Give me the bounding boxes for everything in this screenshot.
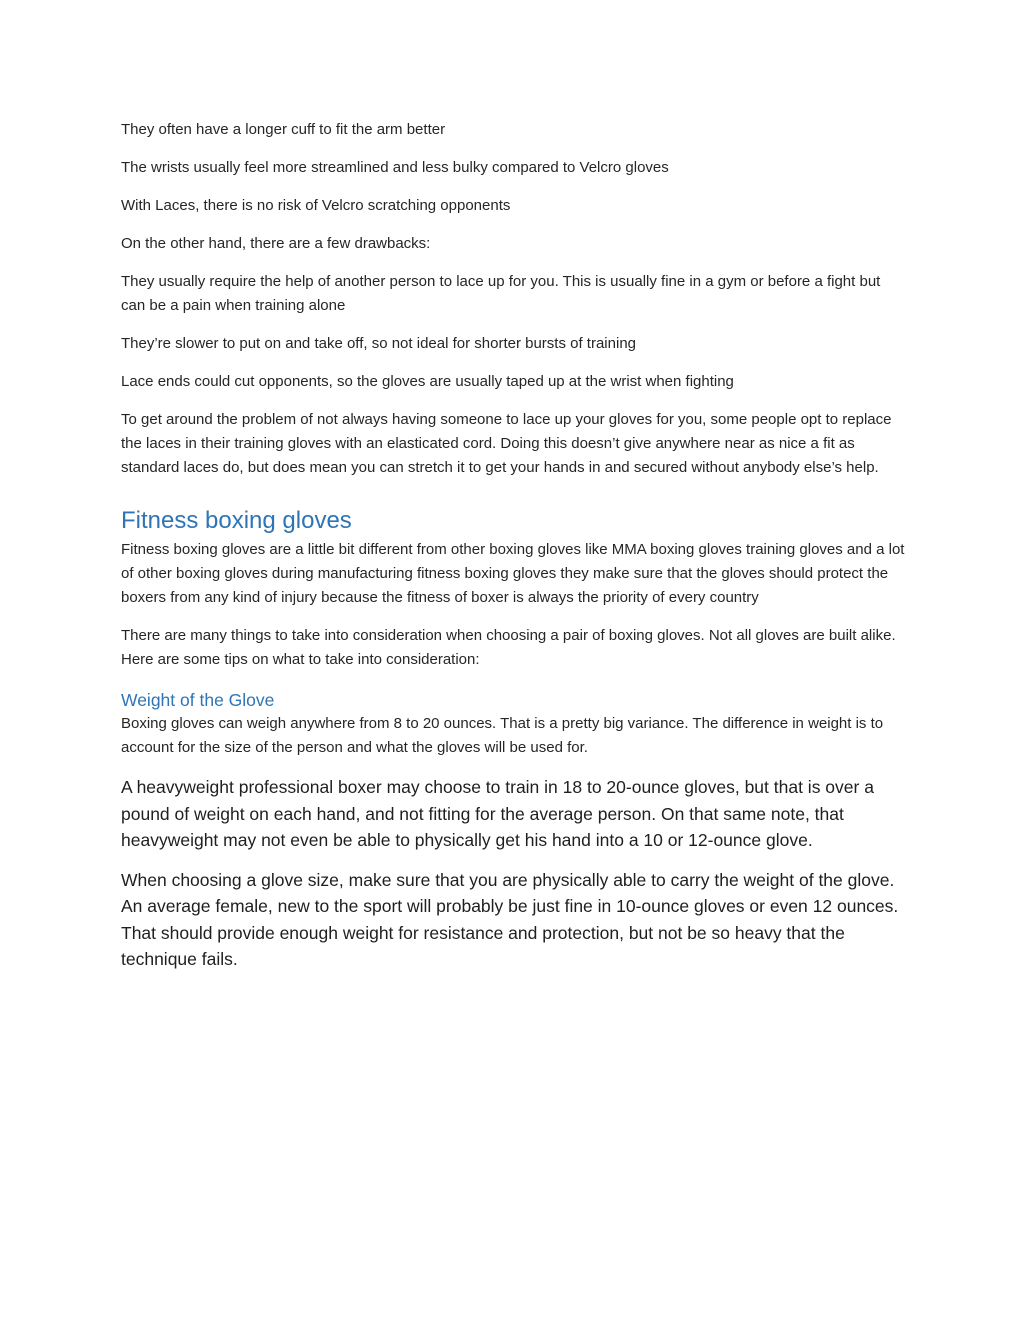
paragraph-laces-no-risk: With Laces, there is no risk of Velcro scratching opponents	[121, 197, 511, 214]
document-page	[121, 118, 907, 986]
paragraph-elasticated-cord: To get around the problem of not always having someone to lace up your gloves for you, some people opt to replace the laces in their training gloves with an elasticated cord. Doing this doesn’t give anywhere near as nice a fit as standard laces do, but does mean you can stretch it to get your hands in and secured without anybody else’s help.	[121, 411, 892, 476]
paragraph-drawbacks-intro: On the other hand, there are a few drawbacks:	[121, 235, 431, 252]
paragraph-help-required: They usually require the help of another person to lace up for you. This is usually fine in a gym or before a fight but can be a pain when training alone	[121, 273, 881, 314]
paragraph-choosing-size: When choosing a glove size, make sure that you are physically able to carry the weight of the glove. An average female, new to the sport will probably be just fine in 10-ounce gloves or even 12 ounces. That should provide enough weight for resistance and protection, but not be so heavy that the technique fails.	[121, 869, 899, 969]
paragraph-wrists: The wrists usually feel more streamlined and less bulky compared to Velcro gloves	[121, 159, 669, 176]
paragraph-considerations: There are many things to take into consideration when choosing a pair of boxing gloves. Not all gloves are built alike. Here are some tips on what to take into consideration:	[121, 627, 896, 668]
paragraph-lace-ends: Lace ends could cut opponents, so the gloves are usually taped up at the wrist when fighting	[121, 373, 734, 390]
paragraph-slower: They’re slower to put on and take off, so not ideal for shorter bursts of training	[121, 335, 637, 352]
paragraph-glove-weight: Boxing gloves can weigh anywhere from 8 to 20 ounces. That is a pretty big variance. The difference in weight is to account for the size of the person and what the gloves will be used for.	[121, 715, 884, 756]
heading-fitness-boxing-gloves: Fitness boxing gloves	[121, 507, 352, 534]
heading-weight-of-the-glove: Weight of the Glove	[121, 690, 275, 710]
paragraph-heavyweight: A heavyweight professional boxer may choose to train in 18 to 20-ounce gloves, but that is over a pound of weight on each hand, and not fitting for the average person. On that same note, that heavyweight may not even be able to physically get his hand into a 10 or 12-ounce glove.	[121, 777, 874, 850]
paragraph-fitness-gloves: Fitness boxing gloves are a little bit different from other boxing gloves like MMA boxing gloves training gloves and a lot of other boxing gloves during manufacturing fitness boxing gloves they make sure that the gloves should protect the boxers from any kind of injury because the fitness of boxer is always the priority of every country	[121, 541, 905, 606]
paragraph-cuff: They often have a longer cuff to fit the arm better	[121, 121, 446, 138]
